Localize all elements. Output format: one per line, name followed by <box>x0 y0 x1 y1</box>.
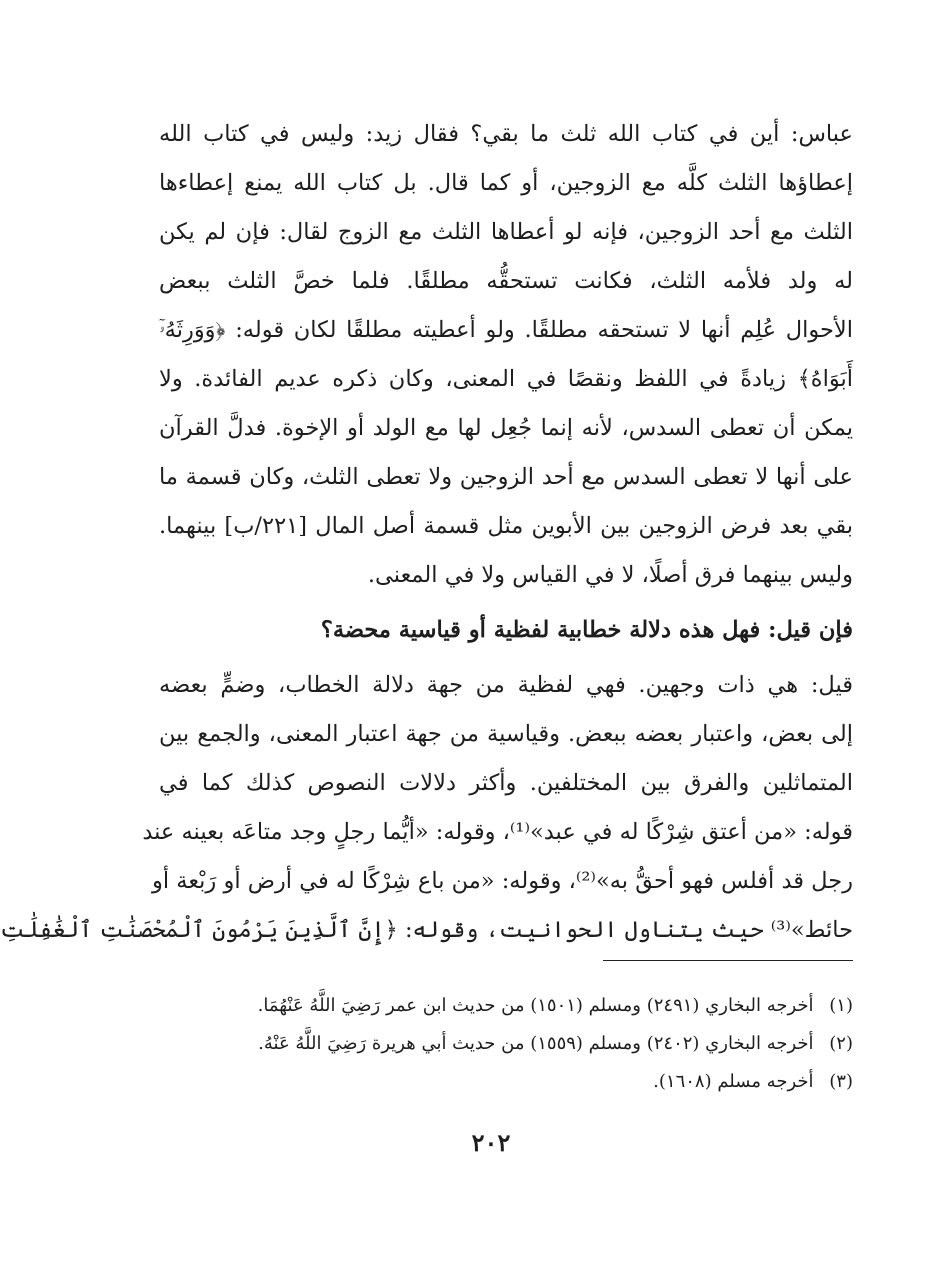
text-line: حائط»⁽³⁾ حيث يتناول الحوانيت، وقوله: ﴿إِنَّ ٱلَّذِينَ يَرْمُونَ ٱلْمُحْصَنَٰتِ ٱلْغَٰفِلَٰتِ <box>0 917 853 943</box>
text-line: الثلث مع أحد الزوجين، فإنه لو أعطاها الثلث مع الزوج لقال: فإن لم يكن <box>159 219 853 245</box>
question-line: فإن قيل: فهل هذه دلالة خطابية لفظية أو قياسية محضة؟ <box>320 617 853 643</box>
footnotes-section <box>159 960 853 1101</box>
footnote-text: أخرجه مسلم (١٦٠٨). <box>653 1071 814 1092</box>
text-line: له ولد فلأمه الثلث، فكانت تستحقُّه مطلقًا. فلما خصَّ الثلث ببعض <box>159 268 853 294</box>
text-line: الأحوال عُلِم أنها لا تستحقه مطلقًا. ولو أعطيته مطلقًا لكان قوله: ﴿وَوَرِثَهُۥٓ <box>159 317 853 343</box>
main-text-block <box>0 110 854 955</box>
text-line: يمكن أن تعطى السدس، لأنه إنما جُعِل لها مع الولد أو الإخوة. فدلَّ القرآن <box>159 415 853 441</box>
text-line: المتماثلين والفرق بين المختلفين. وأكثر دلالات النصوص كذلك كما في <box>159 770 853 796</box>
footnote-3 <box>159 1063 853 1101</box>
footnote-1 <box>159 987 853 1025</box>
text-line: أَبَوَاهُ﴾ زيادةً في اللفظ ونقصًا في المعنى، وكان ذكره عديم الفائدة. ولا <box>159 366 853 392</box>
text-line: إعطاؤها الثلث كلَّه مع الزوجين، أو كما قال. بل كتاب الله يمنع إعطاءها <box>159 170 853 196</box>
footnote-number: (١) <box>829 995 853 1016</box>
footnote-number: (٣) <box>829 1071 853 1092</box>
text-line: رجل قد أفلس فهو أحقُّ به»⁽²⁾، وقوله: «من باع شِرْكًا له في أرض أو رَبْعة أو <box>151 868 853 894</box>
text-line: قيل: هي ذات وجهين. فهي لفظية من جهة دلالة الخطاب، وضمٍّ بعضه <box>159 672 853 698</box>
text-line: بقي بعد فرض الزوجين بين الأبوين مثل قسمة أصل المال [٢٢١/ب] بينهما. <box>159 513 854 539</box>
footnote-separator <box>603 960 853 961</box>
footnote-text: أخرجه البخاري (٢٤٠٢) ومسلم (١٥٥٩) من حديث أبي هريرة رَضِيَ اللَّهُ عَنْهُ. <box>258 1033 814 1054</box>
footnote-text: أخرجه البخاري (٢٤٩١) ومسلم (١٥٠١) من حديث ابن عمر رَضِيَ اللَّهُ عَنْهُمَا. <box>257 995 814 1016</box>
footnote-number: (٢) <box>829 1033 853 1054</box>
text-line: وليس بينهما فرق أصلًا، لا في القياس ولا في المعنى. <box>367 562 853 588</box>
text-line: على أنها لا تعطى السدس مع أحد الزوجين ولا تعطى الثلث، وكان قسمة ما <box>159 464 853 490</box>
text-line: قوله: «من أعتق شِرْكًا له في عبد»⁽¹⁾، وقوله: «أيُّما رجلٍ وجد متاعَه بعينه عند <box>142 819 853 845</box>
text-line: عباس: أين في كتاب الله ثلث ما بقي؟ فقال زيد: وليس في كتاب الله <box>159 121 853 147</box>
page-number: ٢٠٢ <box>471 1128 511 1157</box>
footnote-2 <box>159 1025 853 1063</box>
text-line: إلى بعض، واعتبار بعضه ببعض. وقياسية من جهة اعتبار المعنى، والجمع بين <box>159 721 853 747</box>
